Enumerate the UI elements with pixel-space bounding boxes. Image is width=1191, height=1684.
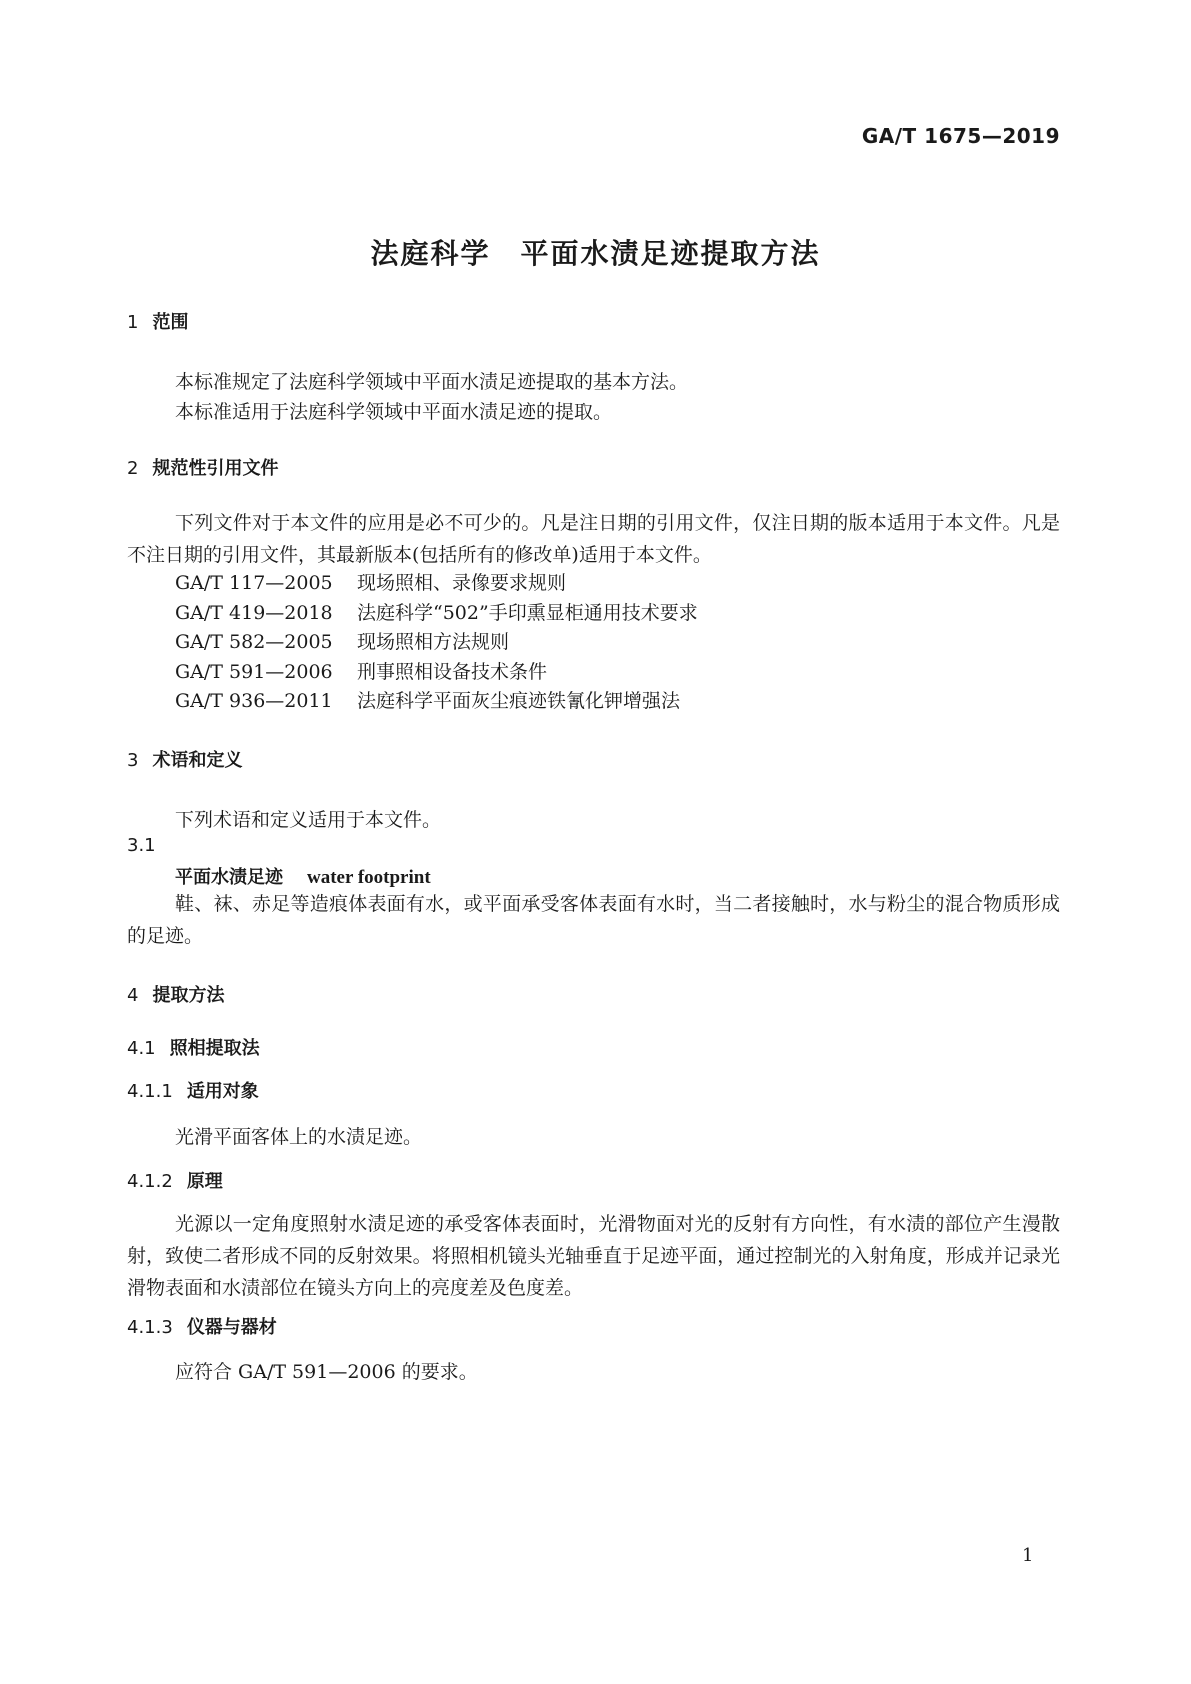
section-4-heading [127,981,224,1007]
reference-title: 现场照相、录像要求规则 [357,572,567,594]
reference-item [175,686,680,713]
reference-item [175,657,547,684]
section-4-1-2-heading [127,1167,223,1193]
term-english: water footprint [307,867,431,888]
section-number: 3 [127,750,139,771]
term-number: 3.1 [127,835,156,856]
section-4-1-heading [127,1034,260,1060]
paragraph: 本标准适用于法庭科学领域中平面水渍足迹的提取。 [175,401,613,423]
document-title: 法庭科学 平面水渍足迹提取方法 [370,237,821,270]
reference-title: 法庭科学“502”手印熏显柜通用技术要求 [357,602,698,624]
reference-title: 法庭科学平面灰尘痕迹铁氰化钾增强法 [357,690,681,712]
standard-number: GA/T 1675—2019 [861,124,1060,148]
reference-code: GA/T 936—2011 [175,690,333,712]
term-chinese: 平面水渍足迹 [175,867,283,888]
section-number: 1 [127,312,139,333]
section-3-heading [127,746,242,772]
paragraph: 光滑平面客体上的水渍足迹。 [175,1126,423,1148]
section-title: 提取方法 [152,985,225,1006]
section-number: 4.1.1 [127,1081,173,1102]
section-4-1-3-heading [127,1313,277,1339]
section-number: 4.1 [127,1038,156,1059]
paragraph: 下列文件对于本文件的应用是必不可少的。凡是注日期的引用文件，仅注日期的版本适用于本文件。凡是不注日期的引用文件，其最新版本(包括所有的修改单)适用于本文件。 [127,512,1060,566]
section-title: 原理 [186,1171,223,1192]
section-number: 4.1.2 [127,1171,173,1192]
reference-code: GA/T 591—2006 [175,661,333,683]
reference-code: GA/T 117—2005 [175,572,333,594]
section-title: 仪器与器材 [186,1317,277,1338]
section-title: 范围 [152,312,189,333]
reference-title: 刑事照相设备技术条件 [357,661,548,683]
section-2-heading [127,454,278,480]
reference-item [175,598,698,625]
section-1-heading [127,308,188,334]
page-number: 1 [1022,1545,1034,1566]
section-number: 2 [127,458,139,479]
term-definition: 鞋、袜、赤足等造痕体表面有水，或平面承受客体表面有水时，当二者接触时，水与粉尘的混合物质形成的足迹。 [127,893,1060,947]
paragraph: 光源以一定角度照射水渍足迹的承受客体表面时，光滑物面对光的反射有方向性，有水渍的部位产生漫散射，致使二者形成不同的反射效果。将照相机镜头光轴垂直于足迹平面，通过控制光的入射角度，形成并记录光滑物表面和水渍部位在镜头方向上的亮度差及色度差。 [127,1213,1060,1299]
section-title: 适用对象 [186,1081,259,1102]
paragraph: 应符合 GA/T 591—2006 的要求。 [175,1361,478,1383]
paragraph: 本标准规定了法庭科学领域中平面水渍足迹提取的基本方法。 [175,371,689,393]
reference-item [175,627,509,654]
paragraph: 下列术语和定义适用于本文件。 [175,809,442,831]
reference-code: GA/T 582—2005 [175,631,333,653]
reference-code: GA/T 419—2018 [175,602,333,624]
reference-title: 现场照相方法规则 [357,631,510,653]
section-4-1-1-heading [127,1077,259,1103]
term-entry [175,863,431,889]
section-title: 术语和定义 [152,750,243,771]
section-number: 4.1.3 [127,1317,173,1338]
reference-item [175,568,566,595]
section-title: 规范性引用文件 [152,458,279,479]
section-title: 照相提取法 [169,1038,260,1059]
section-number: 4 [127,985,139,1006]
